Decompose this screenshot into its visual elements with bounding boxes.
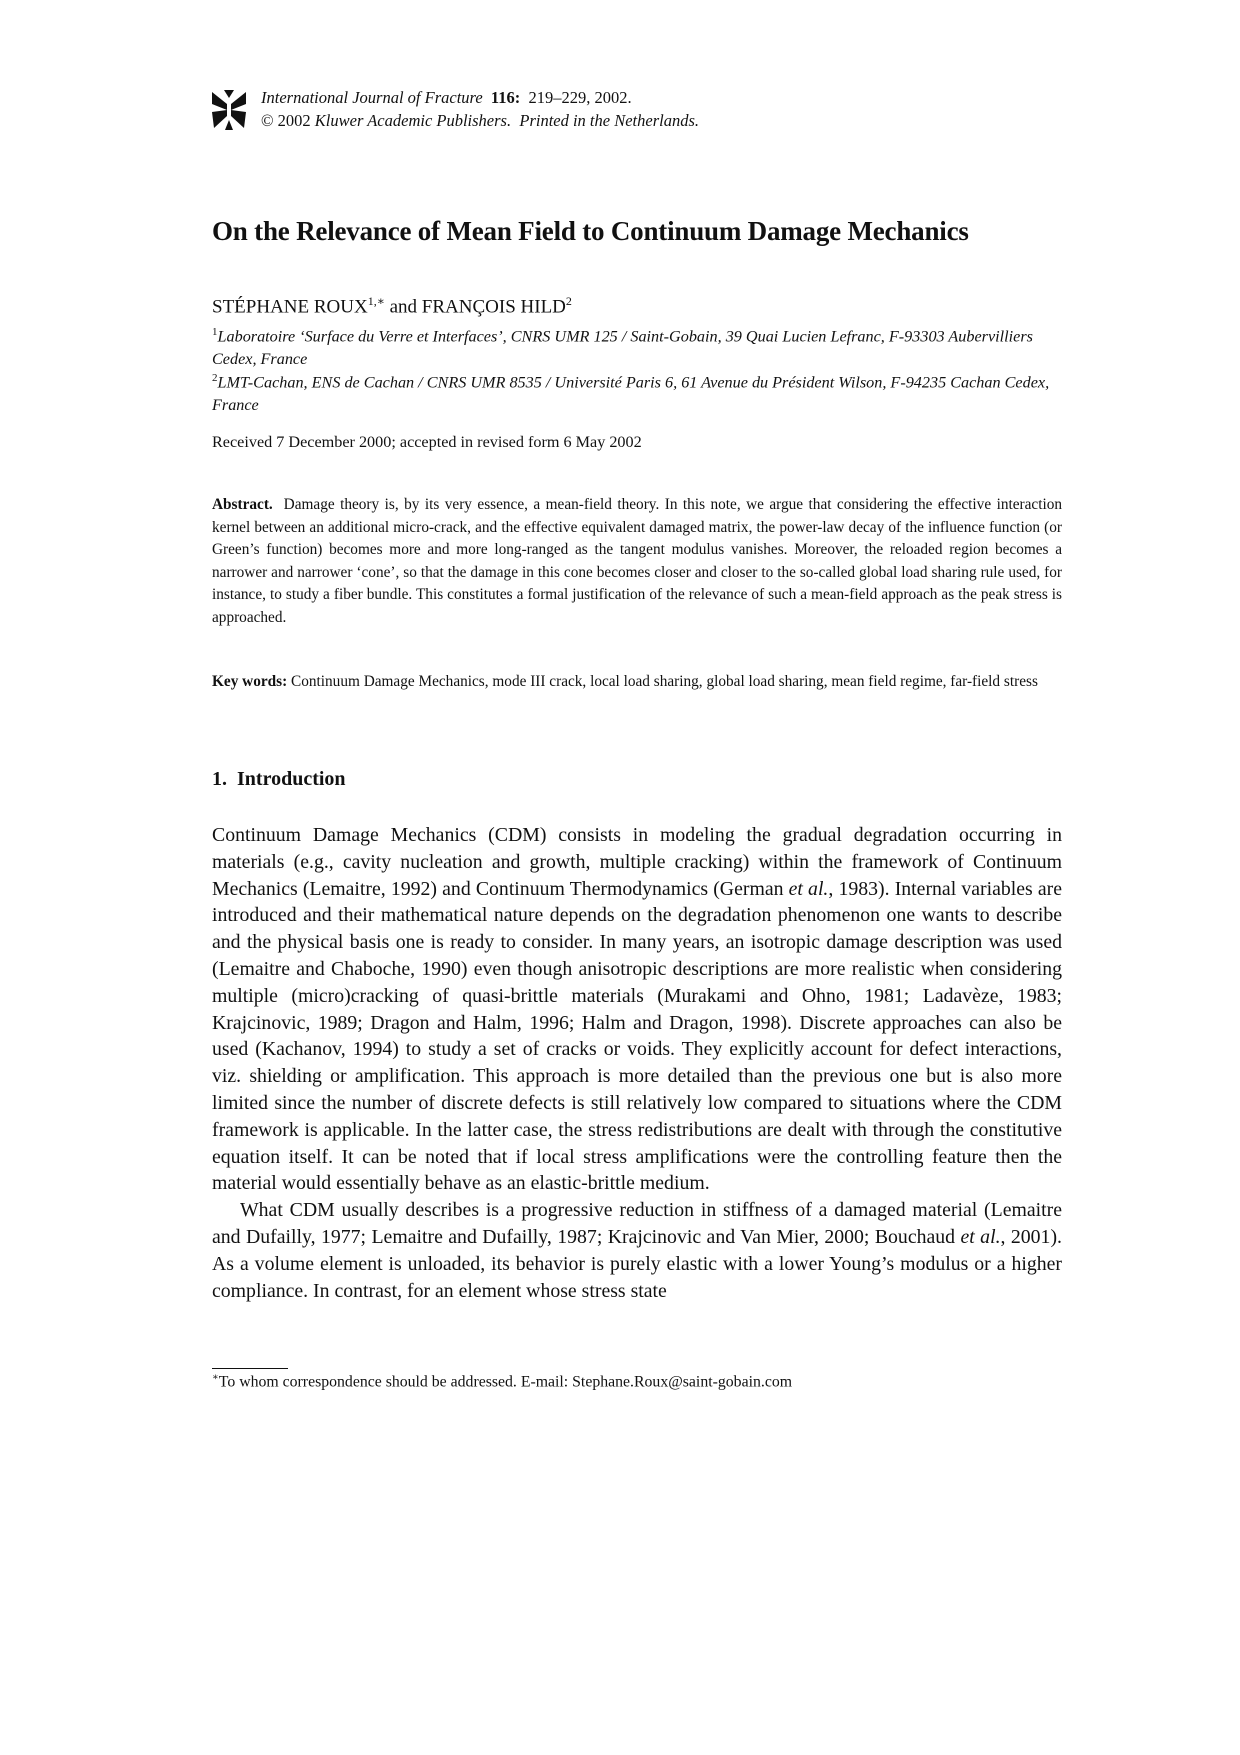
author-2-affiliation-mark: 2 xyxy=(565,294,572,308)
author-2: FRANÇOIS HILD xyxy=(421,296,566,318)
section-number: 1. xyxy=(212,768,227,790)
footnote-mark: ∗ xyxy=(212,1372,219,1383)
author-1: STÉPHANE ROUX xyxy=(212,296,368,318)
paragraph-1-text-a: Continuum Damage Mechanics (CDM) consists in modeling the gradual degradation occurring in materials (e.g., cavity nucleation and growth, multiple cracking) within the framework of Continuum Mechanics (Lemaitre, 1992) and Continuum Thermodynamics (German xyxy=(212,824,1062,900)
affiliation-1-mark: 1 xyxy=(212,326,218,338)
author-conjunction: and xyxy=(389,296,418,318)
journal-copyright-line xyxy=(261,109,699,132)
journal-citation-line xyxy=(261,86,699,109)
abstract-text: Damage theory is, by its very essence, a mean-field theory. In this note, we argue that considering the effective interaction kernel between an additional micro-crack, and the effective equivalent damaged matrix, the power-law decay of the influence function (or Green’s function) becomes more and more long-ranged as the tangent modulus vanishes. Moreover, the reloaded region becomes a narrower and narrower ‘cone’, so that the damage in this cone becomes closer and closer to the so-called global load sharing rule used, for instance, to study a fiber bundle. This constitutes a formal justification of the relevance of such a mean-field approach as the peak stress is approached. xyxy=(212,496,1062,626)
printed-in: Printed in the Netherlands. xyxy=(519,111,700,130)
paragraph-1-etal: et al. xyxy=(788,877,829,900)
paragraph-1 xyxy=(212,822,1062,1197)
affiliation-1 xyxy=(212,321,1062,371)
paragraph-1-text-b: , 1983). Internal variables are introduced and their mathematical nature depends on the degradation phenomenon one wants to describe and the physical basis one is ready to consider. In many years, an isotropic damage description was used (Lemaitre and Chaboche, 1990) even though anisotropic descriptions are more realistic when considering multiple (micro)cracking of quasi-brittle materials (Murakami and Ohno, 1981; Ladavèze, 1983; Krajcinovic, 1989; Dragon and Halm, 1996; Halm and Dragon, 1998). Discrete approaches can also be used (Kachanov, 1994) to study a set of cracks or voids. They explicitly account for defect interactions, viz. shielding or amplification. This approach is more detailed than the previous one but is also more limited since the number of discrete defects is still relatively low compared to situations where the CDM framework is applicable. In the latter case, the stress redistributions are dealt with through the constitutive equation itself. It can be noted that if local stress amplifications were the controlling feature then the material would essentially behave as an elastic-brittle medium. xyxy=(212,877,1063,1195)
journal-header xyxy=(261,86,699,132)
affiliation-2 xyxy=(212,367,1062,417)
paragraph-2-text-a: What CDM usually describes is a progressive reduction in stiffness of a damaged material (Lemaitre and Dufailly, 1977; Lemaitre and Dufailly, 1987; Krajcinovic and Van Mier, 2000; Bouchaud xyxy=(212,1199,1062,1248)
section-title: Introduction xyxy=(237,768,346,790)
copyright-symbol-year: © 2002 xyxy=(261,111,311,130)
abstract xyxy=(212,494,1062,630)
author-line xyxy=(212,294,572,318)
paragraph-2-text-b: , 2001). As a volume element is unloaded, its behavior is purely elastic with a lower Young’s modulus or a higher compliance. In contrast, for an element whose stress state xyxy=(212,1225,1062,1302)
publisher-name: Kluwer Academic Publishers. xyxy=(314,111,512,130)
journal-pages-year: 219–229, 2002. xyxy=(528,88,632,107)
affiliation-2-mark: 2 xyxy=(212,372,218,384)
affiliation-1-text: Laboratoire ‘Surface du Verre et Interfaces’, CNRS UMR 125 / Saint-Gobain, 39 Quai Lucien Lefranc, F-93303 Aubervilliers Cedex, France xyxy=(212,327,1033,369)
affiliation-2-text: LMT-Cachan, ENS de Cachan / CNRS UMR 8535 / Université Paris 6, 61 Avenue du Président Wilson, F-94235 Cachan Cedex, France xyxy=(212,373,1050,415)
journal-volume: 116: xyxy=(490,88,521,107)
journal-name: International Journal of Fracture xyxy=(261,88,483,107)
footnote-rule xyxy=(212,1368,288,1369)
section-heading-introduction xyxy=(212,768,346,791)
publisher-logo-icon xyxy=(212,90,246,130)
keywords-text: Continuum Damage Mechanics, mode III crack, local load sharing, global load sharing, mean field regime, far-field stress xyxy=(291,673,1038,690)
footnote-text: To whom correspondence should be addressed. E-mail: Stephane.Roux@saint-gobain.com xyxy=(218,1373,793,1391)
received-dates: Received 7 December 2000; accepted in revised form 6 May 2002 xyxy=(212,433,642,451)
keywords xyxy=(212,671,1062,694)
keywords-label: Key words: xyxy=(212,673,288,690)
paragraph-2 xyxy=(212,1197,1062,1304)
abstract-label: Abstract. xyxy=(212,496,273,513)
author-1-affiliation-mark: 1,∗ xyxy=(367,294,385,308)
footnote xyxy=(212,1372,792,1391)
paragraph-2-etal: et al. xyxy=(960,1225,1001,1248)
introduction-body xyxy=(212,822,1062,1304)
paper-title: On the Relevance of Mean Field to Continuum Damage Mechanics xyxy=(212,216,969,246)
